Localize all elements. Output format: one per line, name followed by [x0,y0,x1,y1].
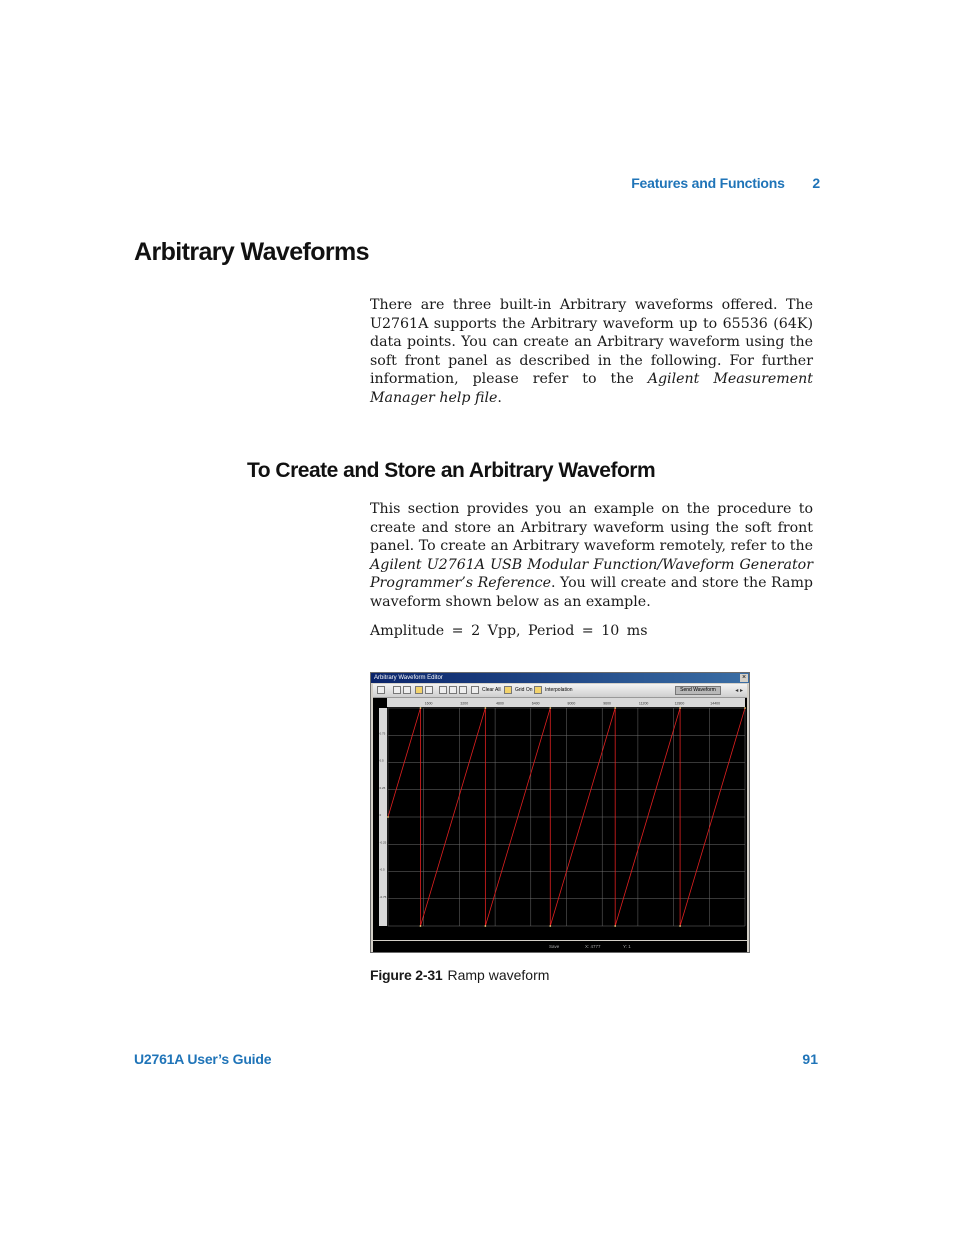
waveform-point[interactable] [744,707,746,709]
figure-number: Figure 2-31 [370,967,443,983]
link-icon[interactable] [459,686,467,694]
y-ruler [379,708,387,926]
x-tick-label: 6400 [531,701,540,706]
waveform-point[interactable] [614,707,616,709]
y-tick-label: 0 [379,813,382,817]
figure-caption [370,967,549,983]
waveform-point[interactable] [549,925,551,927]
status-y: Y: 1 [623,944,631,949]
y-tick-label: 0.25 [379,785,386,790]
intro-text-end: . [497,389,502,406]
x-tick-label: 14400 [710,701,721,706]
waveform-point[interactable] [549,707,551,709]
editor-toolbar [373,684,747,698]
x-tick-label: 4800 [496,701,504,706]
status-save: Save [549,944,560,949]
figure-caption-text: Ramp waveform [447,967,550,983]
y-tick-label: -0.75 [379,894,387,899]
scroll-arrows-icon[interactable]: ◂ ▸ [735,688,743,694]
waveform-editor-screenshot [370,672,750,953]
chapter-title: Features and Functions [631,175,785,191]
y-tick-label: -0.25 [379,840,387,845]
footer-guide-title: U2761A User’s Guide [134,1051,272,1067]
new-icon[interactable] [393,686,401,694]
y-tick-label: -0.5 [379,867,385,872]
x-tick-label: 9600 [603,701,611,706]
y-tick-label: 0.75 [379,731,386,736]
clear-all-icon[interactable] [471,686,479,694]
grid-on-button[interactable]: Grid On [515,687,533,693]
close-icon[interactable]: × [741,674,747,681]
subsection-title: To Create and Store an Arbitrary Waveform [247,459,656,482]
status-bar [373,941,747,952]
waveform-point[interactable] [484,925,486,927]
menu-icon[interactable] [377,686,385,694]
procedure-text: This section provides you an example on the procedure to create and store an Arbitrary waveform using the soft front panel. To create an Arbitrary waveform remotely, refer to the [370,501,813,555]
intro-text: There are three built-in Arbitrary waveforms offered. The U2761A supports the Arbitrary waveform up to 65536 (64K) data points. You can create an Arbitrary waveform using the soft front panel as described in the following. For further information, please refer to the [370,297,813,388]
waveform-point[interactable] [679,925,681,927]
waveform-point[interactable] [484,707,486,709]
intro-reference: Agilent Measurement Manager help file [370,371,813,406]
waveform-point[interactable] [387,816,389,818]
interpolation-button[interactable]: Interpolation [545,687,573,693]
procedure-paragraph [370,500,813,612]
folder-icon[interactable] [415,686,423,694]
chapter-number: 2 [812,175,820,191]
clear-all-button[interactable]: Clear All [482,687,501,693]
save-icon[interactable] [403,686,411,694]
x-tick-label: 8000 [567,701,576,706]
running-header [631,175,820,191]
window-titlebar [371,673,749,683]
x-tick-label: 11200 [638,701,649,706]
procedure-reference: Agilent U2761A USB Modular Function/Waveform Generator Programmer’s Reference [370,556,813,592]
waveform-point[interactable] [614,925,616,927]
zoom-icon[interactable] [449,686,457,694]
draw-icon[interactable] [439,686,447,694]
cut-icon[interactable] [425,686,433,694]
status-x: X: 4777 [585,944,601,949]
x-tick-label: 1600 [424,701,433,706]
waveform-point[interactable] [420,707,422,709]
x-tick-label: 12800 [674,701,685,706]
x-ruler [387,698,745,707]
procedure-text-end: . You will create and store the Ramp waveform shown below as an example. [370,575,813,610]
waveform-point[interactable] [420,925,422,927]
page-number: 91 [802,1051,818,1067]
parameters-line: Amplitude = 2 Vpp, Period = 10 ms [370,623,648,639]
plot-background [373,698,747,940]
window-title: Arbitrary Waveform Editor [374,675,443,681]
interpolation-icon[interactable] [534,686,542,694]
intro-paragraph [370,296,813,408]
section-title: Arbitrary Waveforms [134,238,369,266]
grid-icon[interactable] [504,686,512,694]
waveform-point[interactable] [679,707,681,709]
x-tick-label: 3200 [460,701,469,706]
y-tick-label: 0.5 [379,758,384,763]
send-waveform-button[interactable]: Send Waveform [675,686,721,695]
waveform-plot[interactable] [373,698,747,940]
